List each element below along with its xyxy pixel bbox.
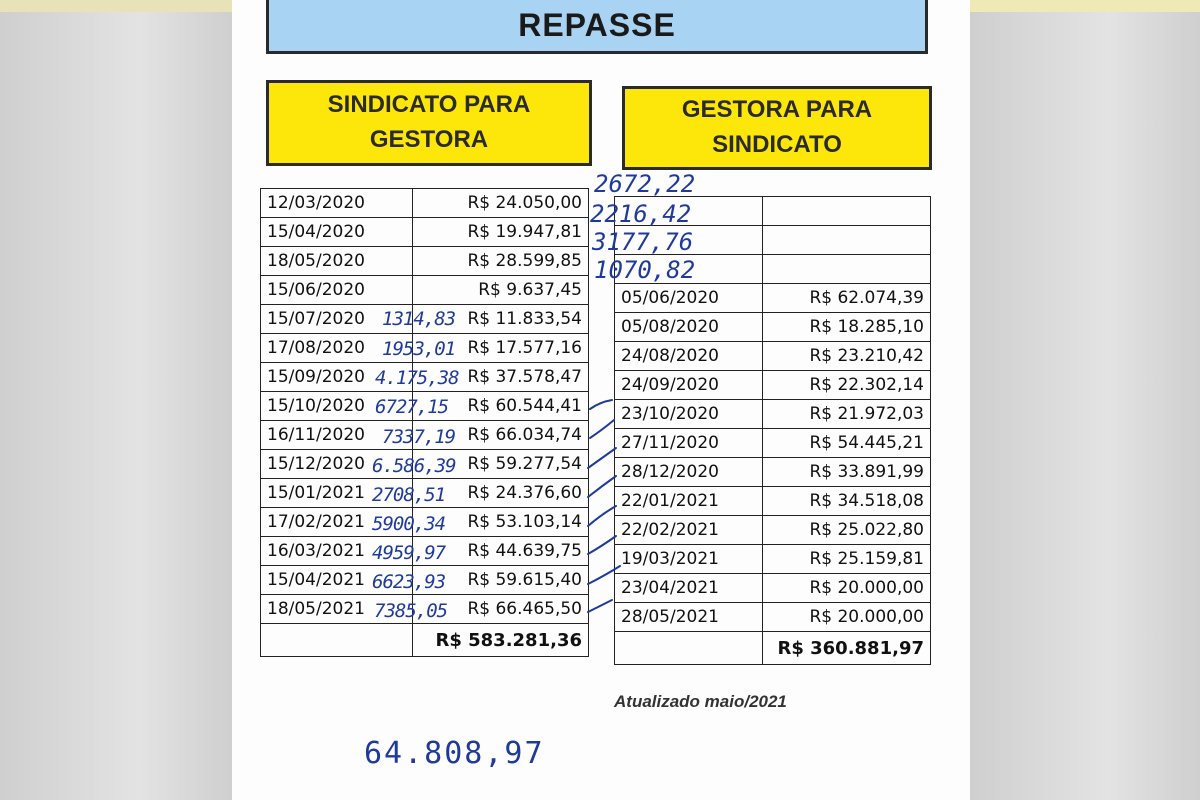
handwritten-note: 7337,19 xyxy=(382,426,456,448)
handwritten-note: 4959,97 xyxy=(372,542,446,564)
left-header-line2: GESTORA xyxy=(369,126,489,153)
row-amount: R$ 34.518,08 xyxy=(763,487,931,516)
total-amount: R$ 360.881,97 xyxy=(763,632,931,665)
row-amount: R$ 20.000,00 xyxy=(763,574,931,603)
photo-background-left xyxy=(0,0,232,800)
ink-stroke xyxy=(590,420,614,438)
handwritten-note: 6.586,39 xyxy=(372,455,456,477)
row-date: 23/10/2020 xyxy=(615,400,763,429)
page-title: REPASSE xyxy=(518,6,676,43)
row-date: 15/12/2020 xyxy=(261,450,413,479)
row-amount: R$ 18.285,10 xyxy=(763,313,931,342)
handwritten-note: 7385,05 xyxy=(374,600,448,622)
row-date: 17/02/2021 xyxy=(261,508,413,537)
handwritten-note: 1070,82 xyxy=(594,256,696,284)
row-amount: R$ 11.833,54 xyxy=(413,305,589,334)
handwritten-note: 5900,34 xyxy=(372,513,446,535)
handwritten-note: 6727,15 xyxy=(375,396,449,418)
row-date: 22/02/2021 xyxy=(615,516,763,545)
ink-stroke xyxy=(588,476,616,497)
row-date: 18/05/2020 xyxy=(261,247,413,276)
document-page xyxy=(232,0,970,800)
row-amount: R$ 25.022,80 xyxy=(763,516,931,545)
right-header-line1: GESTORA PARA xyxy=(681,96,873,124)
row-date: 15/06/2020 xyxy=(261,276,413,305)
row-amount: R$ 28.599,85 xyxy=(413,247,589,276)
row-date: 15/04/2020 xyxy=(261,218,413,247)
row-date: 12/03/2020 xyxy=(261,189,413,218)
ink-stroke xyxy=(588,536,616,554)
row-amount: R$ 37.578,47 xyxy=(413,363,589,392)
row-amount: R$ 54.445,21 xyxy=(763,429,931,458)
row-date: 24/08/2020 xyxy=(615,342,763,371)
row-date: 15/04/2021 xyxy=(261,566,413,595)
row-date: 28/12/2020 xyxy=(615,458,763,487)
row-date: 05/08/2020 xyxy=(615,313,763,342)
handwritten-note: 2672,22 xyxy=(594,170,696,198)
row-amount: R$ 66.034,74 xyxy=(413,421,589,450)
row-date: 23/04/2021 xyxy=(615,574,763,603)
handwritten-note: 1953,01 xyxy=(382,338,456,360)
row-date: 24/09/2020 xyxy=(615,371,763,400)
row-amount: R$ 9.637,45 xyxy=(413,276,589,305)
handwritten-note: 2708,51 xyxy=(372,484,446,506)
photo-background-right xyxy=(970,0,1200,800)
updated-note: Atualizado maio/2021 xyxy=(614,692,787,711)
ink-stroke xyxy=(588,506,616,526)
handwritten-note: 1314,83 xyxy=(382,308,456,330)
row-date: 15/10/2020 xyxy=(261,392,413,421)
ink-stroke xyxy=(590,400,612,409)
row-amount: R$ 20.000,00 xyxy=(763,603,931,632)
row-amount: R$ 60.544,41 xyxy=(413,392,589,421)
row-amount: R$ 44.639,75 xyxy=(413,537,589,566)
total-amount: R$ 583.281,36 xyxy=(413,624,589,657)
row-date: 05/06/2020 xyxy=(615,284,763,313)
row-amount: R$ 59.615,40 xyxy=(413,566,589,595)
row-amount: R$ 24.050,00 xyxy=(413,189,589,218)
left-header-line1: SINDICATO PARA xyxy=(327,91,531,119)
ink-stroke xyxy=(588,448,616,468)
row-date: 27/11/2020 xyxy=(615,429,763,458)
row-amount: R$ 25.159,81 xyxy=(763,545,931,574)
row-amount: R$ 33.891,99 xyxy=(763,458,931,487)
row-amount: R$ 53.103,14 xyxy=(413,508,589,537)
row-date: 15/09/2020 xyxy=(261,363,413,392)
row-date: 19/03/2021 xyxy=(615,545,763,574)
row-amount: R$ 66.465,50 xyxy=(413,595,589,624)
ink-stroke xyxy=(588,566,620,584)
row-amount: R$ 24.376,60 xyxy=(413,479,589,508)
row-date: 22/01/2021 xyxy=(615,487,763,516)
row-amount: R$ 59.277,54 xyxy=(413,450,589,479)
row-date: 16/11/2020 xyxy=(261,421,413,450)
row-date: 17/08/2020 xyxy=(261,334,413,363)
handwritten-note: 6623,93 xyxy=(372,571,446,593)
handwritten-note: 2216,42 xyxy=(590,200,692,228)
row-date: 16/03/2021 xyxy=(261,537,413,566)
handwritten-total: 64.808,97 xyxy=(364,736,545,771)
row-amount: R$ 62.074,39 xyxy=(763,284,931,313)
handwritten-note: 3177,76 xyxy=(592,228,694,256)
row-amount: R$ 21.972,03 xyxy=(763,400,931,429)
ink-stroke xyxy=(588,600,612,612)
row-date: 28/05/2021 xyxy=(615,603,763,632)
row-date: 18/05/2021 xyxy=(261,595,413,624)
handwritten-note: 4.175,38 xyxy=(375,367,459,389)
handwritten-ink-strokes xyxy=(232,0,970,800)
row-amount: R$ 17.577,16 xyxy=(413,334,589,363)
row-date: 15/01/2021 xyxy=(261,479,413,508)
row-amount: R$ 23.210,42 xyxy=(763,342,931,371)
row-amount: R$ 19.947,81 xyxy=(413,218,589,247)
row-amount: R$ 22.302,14 xyxy=(763,371,931,400)
right-header-line2: SINDICATO xyxy=(712,131,842,158)
row-date: 15/07/2020 xyxy=(261,305,413,334)
